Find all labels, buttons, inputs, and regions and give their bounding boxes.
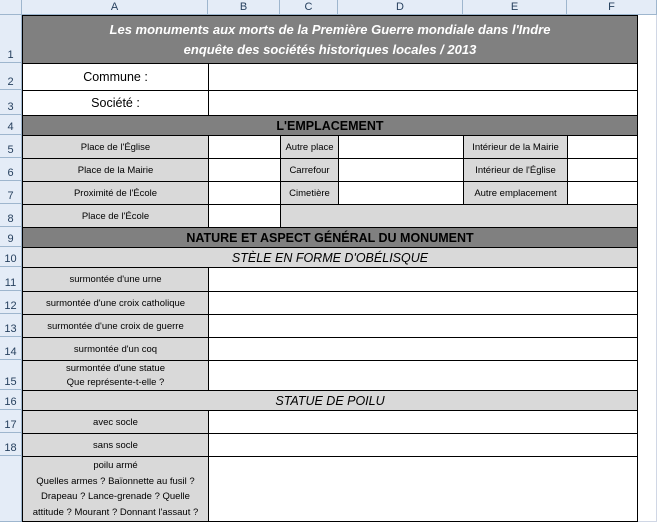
input-statue[interactable]: [208, 360, 638, 391]
input-place-eglise[interactable]: [208, 135, 281, 159]
title-line-2: enquête des sociétés historiques locales / 2013: [183, 41, 477, 57]
label-interieur-mairie: Intérieur de la Mairie: [463, 135, 568, 159]
column-header-e[interactable]: E: [463, 0, 567, 15]
input-croix-catholique[interactable]: [208, 291, 638, 315]
select-all-corner[interactable]: [0, 0, 22, 15]
label-place-mairie: Place de la Mairie: [22, 158, 209, 182]
column-header-c[interactable]: C: [280, 0, 338, 15]
row-header-2[interactable]: 2: [0, 63, 22, 90]
row-header-14[interactable]: 14: [0, 337, 22, 360]
label-autre-emplacement: Autre emplacement: [463, 181, 568, 205]
input-poilu-arme[interactable]: [208, 456, 638, 522]
label-urne: surmontée d'une urne: [22, 267, 209, 292]
input-avec-socle[interactable]: [208, 410, 638, 434]
row-header-6[interactable]: 6: [0, 158, 22, 181]
row-header-12[interactable]: 12: [0, 291, 22, 314]
input-urne[interactable]: [208, 267, 638, 292]
row-header-3[interactable]: 3: [0, 90, 22, 115]
row-header-18[interactable]: 18: [0, 433, 22, 456]
input-cimetiere[interactable]: [338, 181, 464, 205]
section-nature: NATURE ET ASPECT GÉNÉRAL DU MONUMENT: [22, 227, 638, 248]
input-autre-emplacement[interactable]: [567, 181, 638, 205]
input-proximite-ecole[interactable]: [208, 181, 281, 205]
label-avec-socle: avec socle: [22, 410, 209, 434]
empty-grid-area[interactable]: [637, 15, 657, 522]
row-header-19[interactable]: [0, 456, 22, 522]
section-emplacement: L'EMPLACEMENT: [22, 115, 638, 136]
row-header-8[interactable]: 8: [0, 204, 22, 227]
input-carrefour[interactable]: [338, 158, 464, 182]
row-header-16[interactable]: 16: [0, 390, 22, 410]
column-header-f[interactable]: F: [567, 0, 657, 15]
societe-input[interactable]: [208, 90, 638, 116]
label-cimetiere: Cimetière: [280, 181, 339, 205]
row-header-13[interactable]: 13: [0, 314, 22, 337]
commune-label: Commune :: [22, 63, 209, 91]
subsection-poilu: STATUE DE POILU: [22, 390, 638, 411]
row-header-4[interactable]: 4: [0, 115, 22, 135]
label-statue: surmontée d'une statue Que représente-t-elle ?: [22, 360, 209, 391]
label-proximite-ecole: Proximité de l'École: [22, 181, 209, 205]
column-header-b[interactable]: B: [208, 0, 280, 15]
input-coq[interactable]: [208, 337, 638, 361]
societe-label: Société :: [22, 90, 209, 116]
label-carrefour: Carrefour: [280, 158, 339, 182]
subsection-stele: STÈLE EN FORME D'OBÉLISQUE: [22, 247, 638, 268]
column-header-a[interactable]: A: [22, 0, 208, 15]
label-poilu-arme: poilu armé Quelles armes ? Baïonnette au fusil ? Drapeau ? Lance-grenade ? Quelle attitude ? Mourant ? Donnant l'assaut ?: [22, 456, 209, 522]
label-place-eglise: Place de l'Église: [22, 135, 209, 159]
row-header-17[interactable]: 17: [0, 410, 22, 433]
label-interieur-eglise: Intérieur de l'Église: [463, 158, 568, 182]
label-coq: surmontée d'un coq: [22, 337, 209, 361]
commune-input[interactable]: [208, 63, 638, 91]
input-place-ecole[interactable]: [208, 204, 281, 228]
row-header-1[interactable]: 1: [0, 15, 22, 63]
label-sans-socle: sans socle: [22, 433, 209, 457]
row-header-15[interactable]: 15: [0, 360, 22, 390]
input-interieur-eglise[interactable]: [567, 158, 638, 182]
title-banner[interactable]: [22, 15, 638, 64]
title-line-1: Les monuments aux morts de la Première Guerre mondiale dans l'Indre: [109, 21, 551, 37]
row-header-5[interactable]: 5: [0, 135, 22, 158]
filler-row-8: [280, 204, 638, 228]
row-header-9[interactable]: 9: [0, 227, 22, 247]
label-croix-guerre: surmontée d'une croix de guerre: [22, 314, 209, 338]
row-header-7[interactable]: 7: [0, 181, 22, 204]
input-place-mairie[interactable]: [208, 158, 281, 182]
row-header-11[interactable]: 11: [0, 267, 22, 291]
input-interieur-mairie[interactable]: [567, 135, 638, 159]
input-croix-guerre[interactable]: [208, 314, 638, 338]
label-croix-catholique: surmontée d'une croix catholique: [22, 291, 209, 315]
row-header-10[interactable]: 10: [0, 247, 22, 267]
input-autre-place[interactable]: [338, 135, 464, 159]
column-header-d[interactable]: D: [338, 0, 463, 15]
label-autre-place: Autre place: [280, 135, 339, 159]
input-sans-socle[interactable]: [208, 433, 638, 457]
label-place-ecole: Place de l'École: [22, 204, 209, 228]
